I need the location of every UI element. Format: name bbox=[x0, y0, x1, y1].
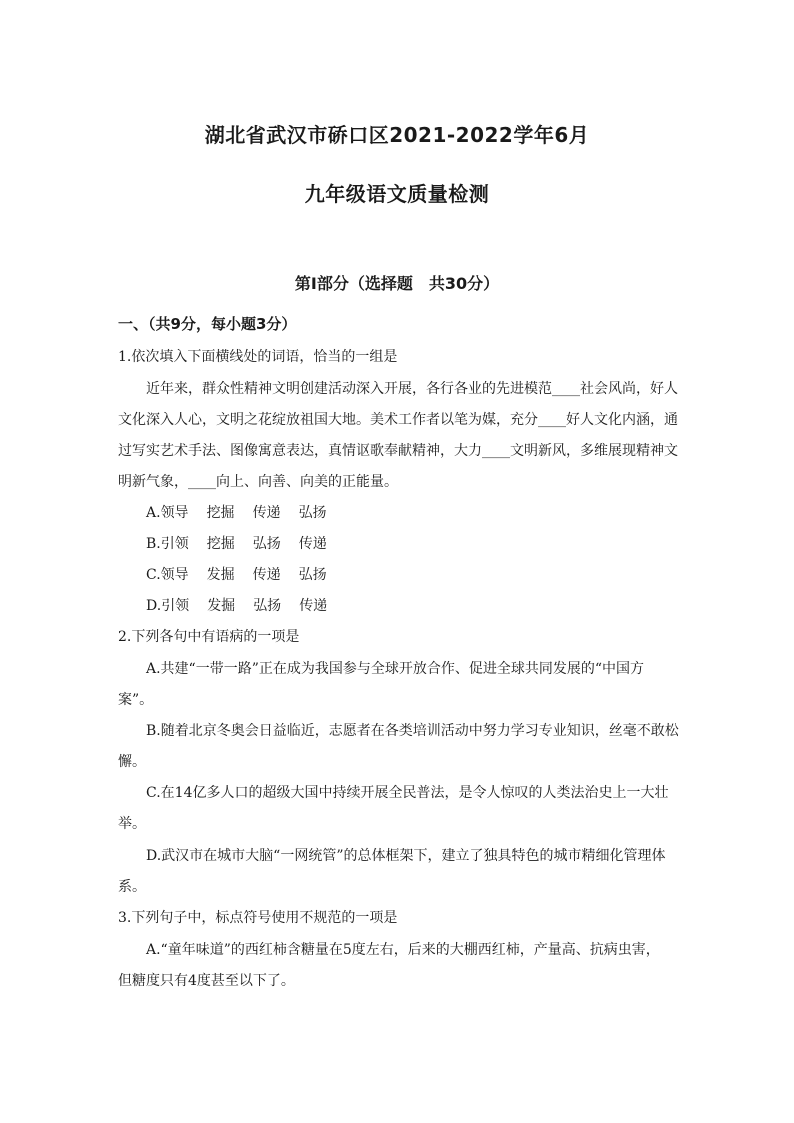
option-word: 引领 bbox=[160, 536, 189, 552]
q2-option-c-cont: 举。 bbox=[118, 816, 146, 832]
q1-option-a bbox=[146, 502, 345, 522]
q3-option-a-cont: 但糖度只有4度甚至以下了。 bbox=[118, 973, 295, 989]
option-label: B. bbox=[146, 536, 161, 552]
q1-passage-line: 近年来，群众性精神文明创建活动深入开展，各行各业的先进模范____社会风尚，好人 bbox=[146, 381, 678, 397]
option-word: 挖掘 bbox=[206, 536, 235, 552]
q1-passage-line: 过写实艺术手法、图像寓意表达，真情讴歌奉献精神，大力____文明新风，多维展现精神文 bbox=[118, 443, 678, 459]
q2-stem: 2.下列各句中有语病的一项是 bbox=[118, 629, 300, 645]
option-label: A. bbox=[146, 505, 161, 521]
q1-passage-line: 文化深入人心，文明之花绽放祖国大地。美术工作者以笔为媒，充分____好人文化内涵，通 bbox=[118, 412, 678, 428]
option-label: C. bbox=[146, 567, 161, 583]
option-word: 传递 bbox=[298, 536, 327, 552]
q3-option-a: A.“童年味道”的西红柿含糖量在5度左右，后来的大棚西红柿，产量高、抗病虫害， bbox=[146, 942, 660, 958]
option-word: 领导 bbox=[160, 505, 189, 521]
q2-option-c: C.在14亿多人口的超级大国中持续开展全民普法，是令人惊叹的人类法治史上一大壮 bbox=[146, 785, 669, 801]
option-word: 弘扬 bbox=[298, 567, 327, 583]
option-word: 传递 bbox=[252, 567, 281, 583]
option-word: 引领 bbox=[161, 598, 190, 614]
option-word: 挖掘 bbox=[206, 505, 235, 521]
q2-option-d-cont: 系。 bbox=[118, 879, 146, 895]
q2-option-b: B.随着北京冬奥会日益临近，志愿者在各类培训活动中努力学习专业知识，丝毫不敢松 bbox=[146, 723, 679, 739]
q1-option-d bbox=[146, 595, 345, 615]
option-word: 传递 bbox=[299, 598, 328, 614]
part-heading: 第Ⅰ部分（选择题 共30分） bbox=[294, 274, 500, 293]
section-heading: 一、（共9分，每小题3分） bbox=[118, 315, 297, 333]
option-label: D. bbox=[146, 598, 162, 614]
q2-option-a: A.共建“一带一路”正在成为我国参与全球开放合作、促进全球共同发展的“中国方 bbox=[146, 661, 645, 677]
option-word: 弘扬 bbox=[298, 505, 327, 521]
q1-option-c bbox=[146, 564, 345, 584]
option-word: 领导 bbox=[160, 567, 189, 583]
exam-title-line1: 湖北省武汉市硚口区2021-2022学年6月 bbox=[204, 123, 590, 147]
q2-option-b-cont: 懈。 bbox=[118, 754, 146, 770]
option-word: 弘扬 bbox=[253, 598, 282, 614]
option-word: 弘扬 bbox=[252, 536, 281, 552]
option-word: 发掘 bbox=[207, 598, 236, 614]
q1-option-b bbox=[146, 533, 345, 553]
q3-stem: 3.下列句子中，标点符号使用不规范的一项是 bbox=[118, 910, 398, 926]
exam-title-line2: 九年级语文质量检测 bbox=[304, 182, 490, 206]
q1-passage-line: 明新气象，____向上、向善、向美的正能量。 bbox=[118, 474, 398, 490]
q2-option-a-cont: 案”。 bbox=[118, 692, 154, 708]
option-word: 发掘 bbox=[206, 567, 235, 583]
option-word: 传递 bbox=[252, 505, 281, 521]
q1-stem: 1.依次填入下面横线处的词语，恰当的一组是 bbox=[118, 349, 398, 365]
q2-option-d: D.武汉市在城市大脑“一网统管”的总体框架下，建立了独具特色的城市精细化管理体 bbox=[146, 848, 666, 864]
